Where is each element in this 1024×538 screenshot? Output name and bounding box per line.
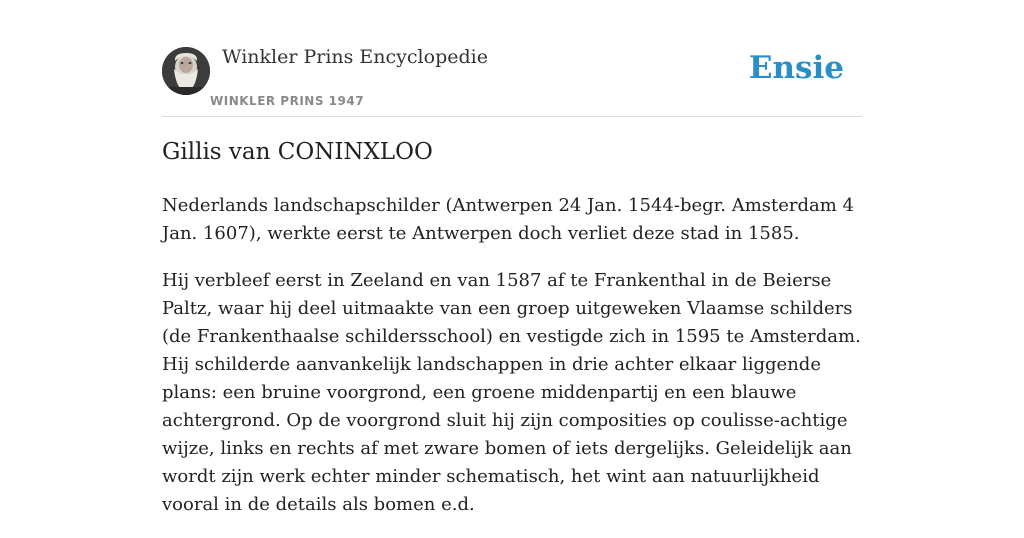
article-paragraph: Hij verbleef eerst in Zeeland en van 1587 af te Frankenthal in de Beierse Paltz, waar hij deel uitmaakte van een groep uitgeweken Vlaamse schilders (de Frankenthaalse schildersschool) en vestigde zich in 1595 te Amsterdam. Hij schilderde aanvankelijk landschappen in drie achter elkaar liggende plans: een bruine voorgrond, een groene middenpartij en een blauwe achtergrond. Op de voorgrond sluit hij zijn composities op coulisse-achtige wijze, links en rechts af met zware bomen of iets dergelijks. Geleidelijk aan wordt zijn werk echter minder schematisch, het wint aan natuurlijkheid vooral in de details als bomen e.d. — [162, 270, 861, 515]
site-name[interactable]: Winkler Prins Encyclopedie — [222, 46, 488, 68]
bearded-man-portrait-icon — [162, 47, 210, 95]
article-title: Gillis van CONINXLOO — [162, 139, 433, 165]
page — [162, 0, 862, 515]
article-body — [162, 192, 862, 538]
avatar[interactable] — [162, 47, 210, 95]
article-paragraph: Nederlands landschapschilder (Antwerpen 24 Jan. 1544-begr. Amsterdam 4 Jan. 1607), werkte eerst te Antwerpen doch verliet deze stad in 1585. — [162, 195, 854, 244]
source-label[interactable]: WINKLER PRINS 1947 — [210, 94, 365, 108]
header — [162, 0, 862, 117]
brand-logo[interactable]: Ensie — [748, 50, 844, 86]
